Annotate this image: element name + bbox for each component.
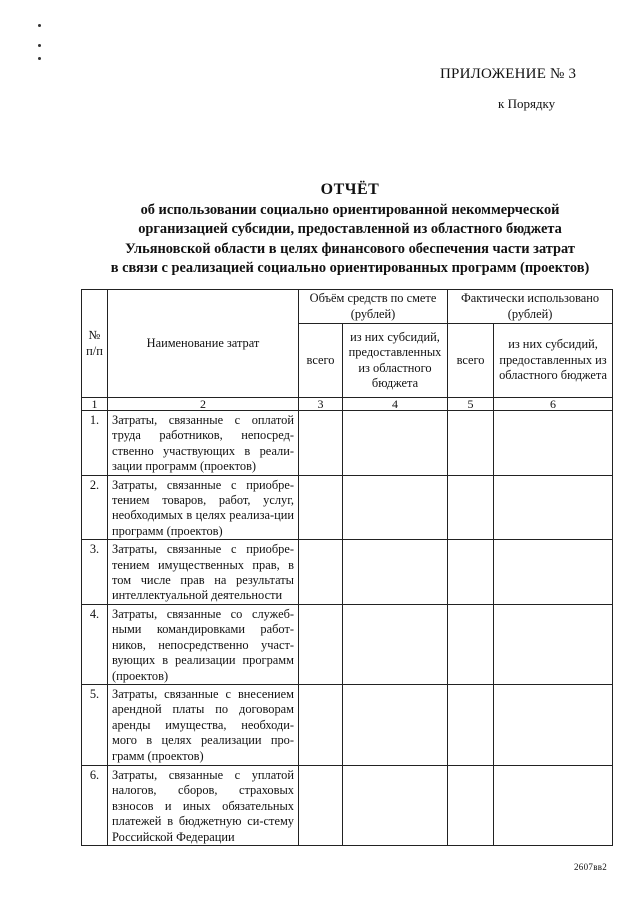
cell-estimate-subsidy: [343, 540, 448, 605]
column-index: 2: [108, 398, 299, 411]
title-line-1: об использовании социально ориентированной некоммерческой: [140, 201, 560, 218]
cell-estimate-total: [299, 540, 343, 605]
cell-actual-total: [448, 411, 494, 476]
title-line-4: в связи с реализацией социально ориентированных программ (проектов): [110, 260, 590, 276]
row-number: 2.: [82, 475, 108, 540]
report-title: ОТЧЁТ: [320, 181, 380, 198]
cell-actual-subsidy: [494, 684, 613, 765]
column-index: 6: [494, 398, 613, 411]
header-num: № п/п: [82, 290, 108, 398]
cell-estimate-total: [299, 684, 343, 765]
table-row: [82, 684, 613, 765]
row-cost-name: Затраты, связанные с приобре-тением товаров, работ, услуг, необходимых в целях реализа-ции программ (проектов): [108, 475, 299, 540]
title-line-2: организацией субсидии, предоставленной из областного бюджета: [138, 221, 562, 237]
header-actual-total: всего: [448, 324, 494, 398]
report-table: [81, 289, 613, 846]
row-number: 1.: [82, 411, 108, 476]
row-number: 5.: [82, 684, 108, 765]
row-number: 6.: [82, 765, 108, 845]
cell-estimate-total: [299, 604, 343, 684]
cell-estimate-subsidy: [343, 604, 448, 684]
cell-estimate-subsidy: [343, 684, 448, 765]
header-estimate-total: всего: [299, 324, 343, 398]
cell-estimate-total: [299, 411, 343, 476]
table-row: [82, 540, 613, 605]
cell-estimate-subsidy: [343, 475, 448, 540]
row-cost-name: Затраты, связанные с уплатой налогов, сборов, страховых взносов и иных обязательных платежей в бюджетную си-стему Российской Федерации: [108, 765, 299, 845]
report-title-block: [60, 180, 640, 279]
cell-actual-total: [448, 540, 494, 605]
header-actual-subsidy: из них субсидий, предоставленных из областного бюджета: [494, 324, 613, 398]
appendix-sublabel: к Порядку: [498, 96, 556, 111]
table-row: [82, 765, 613, 845]
cell-actual-subsidy: [494, 604, 613, 684]
cell-actual-subsidy: [494, 411, 613, 476]
document-code: 2607вв2: [574, 862, 608, 872]
cell-actual-total: [448, 604, 494, 684]
cell-estimate-total: [299, 765, 343, 845]
row-number: 3.: [82, 540, 108, 605]
row-number: 4.: [82, 604, 108, 684]
cell-estimate-subsidy: [343, 411, 448, 476]
cell-actual-total: [448, 765, 494, 845]
cell-actual-subsidy: [494, 765, 613, 845]
row-cost-name: Затраты, связанные с оплатой труда работников, непосред-ственно участвующих в реали-зации программ (проектов): [108, 411, 299, 476]
appendix-label: ПРИЛОЖЕНИЕ № 3: [440, 66, 577, 82]
table-row: [82, 411, 613, 476]
header-estimate-subsidy: из них субсидий, предоставленных из областного бюджета: [343, 324, 448, 398]
header-group-estimate: Объём средств по смете (рублей): [299, 290, 448, 324]
header-name: Наименование затрат: [108, 290, 299, 398]
cell-actual-total: [448, 684, 494, 765]
row-cost-name: Затраты, связанные с приобре-тением имущественных прав, в том числе прав на результаты интеллектуальной деятельности: [108, 540, 299, 605]
row-cost-name: Затраты, связанные с внесением арендной платы по договорам аренды имущества, необходи-мого в целях реализации про-грамм (проектов): [108, 684, 299, 765]
title-line-3: Ульяновской области в целях финансового обеспечения части затрат: [125, 240, 575, 257]
table-row: [82, 604, 613, 684]
scan-marks: [38, 24, 44, 64]
cell-estimate-total: [299, 475, 343, 540]
column-index: 3: [299, 398, 343, 411]
cell-actual-subsidy: [494, 475, 613, 540]
cell-actual-subsidy: [494, 540, 613, 605]
row-cost-name: Затраты, связанные со служеб-ными командировками работ-ников, непосредственно участ-вующих в реализации программ (проектов): [108, 604, 299, 684]
column-index: 4: [343, 398, 448, 411]
cell-estimate-subsidy: [343, 765, 448, 845]
column-index: 5: [448, 398, 494, 411]
table-row: [82, 475, 613, 540]
column-index: 1: [82, 398, 108, 411]
header-group-actual: Фактически использовано (рублей): [448, 290, 613, 324]
cell-actual-total: [448, 475, 494, 540]
